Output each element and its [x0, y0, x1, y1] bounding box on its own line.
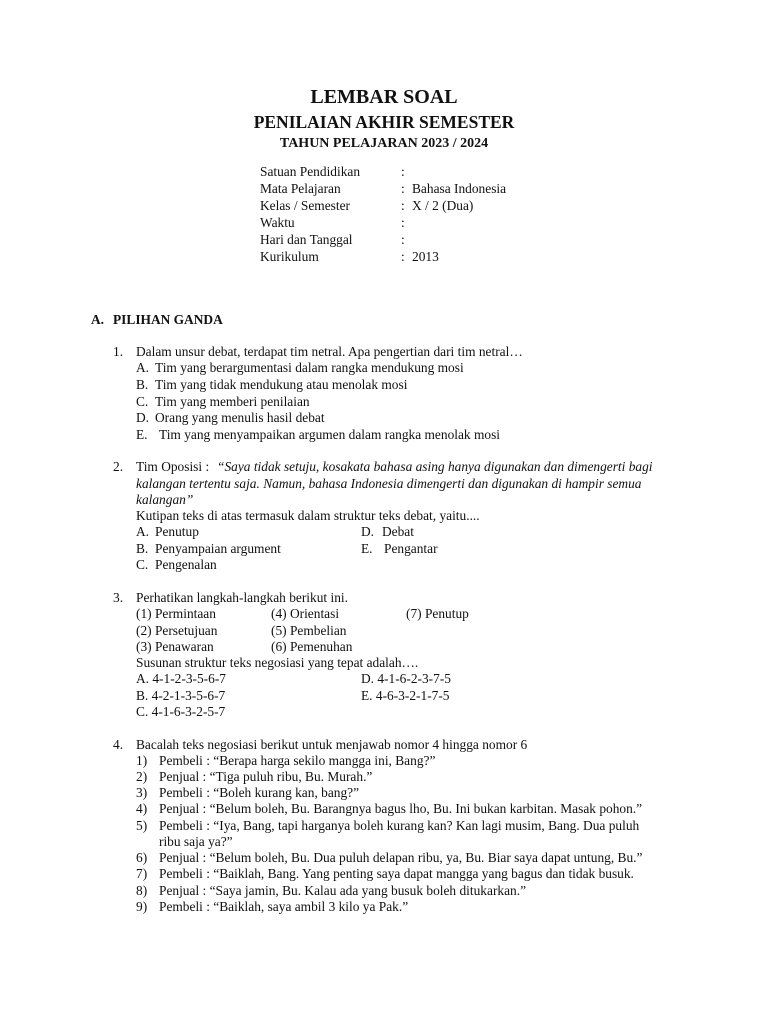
- school-year: TAHUN PELAJARAN 2023 / 2024: [279, 136, 489, 151]
- option-text: Tim yang tidak mendukung atau menolak mosi: [155, 377, 408, 392]
- info-label: Mata Pelajaran: [260, 181, 341, 196]
- question-text: Susunan struktur teks negosiasi yang tepat adalah….: [136, 655, 419, 670]
- dialog-number: 9): [136, 899, 148, 914]
- section-letter: A.: [91, 312, 105, 327]
- dialog-line: Pembeli : “Iya, Bang, tapi harganya boleh kurang kan? Kan lagi musim, Bang. Dua puluh: [159, 818, 640, 833]
- step-item: (2) Persetujuan: [136, 623, 218, 638]
- info-label: Waktu: [260, 215, 295, 230]
- question-number: 3.: [113, 590, 124, 605]
- dialog-line: Pembeli : “Baiklah, saya ambil 3 kilo ya Pak.”: [159, 899, 409, 914]
- option-text: Tim yang memberi penilaian: [155, 394, 310, 409]
- step-item: (6) Pemenuhan: [271, 639, 353, 654]
- info-label: Hari dan Tanggal: [260, 232, 353, 247]
- quote-line: “Saya tidak setuju, kosakata bahasa asing hanya digunakan dan dimengerti bagi: [217, 459, 653, 474]
- option-item: C. 4-1-6-3-2-5-7: [136, 704, 226, 719]
- info-label: Kelas / Semester: [260, 198, 350, 213]
- option-letter: E.: [136, 427, 148, 442]
- dialog-number: 7): [136, 866, 148, 881]
- option-text: Orang yang menulis hasil debat: [155, 410, 325, 425]
- info-label: Kurikulum: [260, 249, 319, 264]
- option-letter: B.: [136, 377, 149, 392]
- info-separator: :: [401, 198, 405, 213]
- dialog-line: ribu saja ya?”: [159, 834, 233, 849]
- question-number: 4.: [113, 737, 124, 752]
- option-letter: D.: [136, 410, 150, 425]
- info-label: Satuan Pendidikan: [260, 164, 361, 179]
- dialog-number: 1): [136, 753, 148, 768]
- dialog-line: Penjual : “Saya jamin, Bu. Kalau ada yang busuk boleh ditukarkan.”: [159, 883, 527, 898]
- question-text: Kutipan teks di atas termasuk dalam struktur teks debat, yaitu....: [136, 508, 480, 523]
- info-value: 2013: [412, 249, 439, 264]
- option-text: Tim yang menyampaikan argumen dalam rangka menolak mosi: [159, 427, 501, 442]
- info-separator: :: [401, 232, 405, 247]
- option-letter: E.: [361, 541, 373, 556]
- dialog-line: Pembeli : “Boleh kurang kan, bang?”: [159, 785, 360, 800]
- option-item: A. 4-1-2-3-5-6-7: [136, 671, 226, 686]
- question-number: 2.: [113, 459, 124, 474]
- option-text: Penutup: [155, 524, 199, 539]
- step-item: (7) Penutup: [406, 606, 469, 621]
- step-item: (1) Permintaan: [136, 606, 216, 621]
- option-letter: D.: [361, 524, 375, 539]
- speaker-label: Tim Oposisi :: [136, 459, 210, 474]
- dialog-number: 5): [136, 818, 148, 833]
- step-item: (4) Orientasi: [271, 606, 340, 621]
- dialog-line: Penjual : “Belum boleh, Bu. Dua puluh delapan ribu, ya, Bu. Biar saya dapat untung, Bu.”: [159, 850, 643, 865]
- question-text: Dalam unsur debat, terdapat tim netral. Apa pengertian dari tim netral…: [136, 344, 523, 359]
- option-text: Pengantar: [384, 541, 438, 556]
- option-letter: B.: [136, 541, 149, 556]
- quote-line: kalangan”: [136, 492, 194, 507]
- option-item: E. 4-6-3-2-1-7-5: [361, 688, 450, 703]
- info-value: X / 2 (Dua): [412, 198, 474, 213]
- info-separator: :: [401, 249, 405, 264]
- dialog-number: 6): [136, 850, 148, 865]
- info-separator: :: [401, 164, 405, 179]
- dialog-line: Pembeli : “Berapa harga sekilo mangga ini, Bang?”: [159, 753, 436, 768]
- option-text: Debat: [382, 524, 414, 539]
- dialog-line: Pembeli : “Baiklah, Bang. Yang penting saya dapat mangga yang bagus dan tidak busuk.: [159, 866, 634, 881]
- option-letter: C.: [136, 557, 149, 572]
- exam-title: PENILAIAN AKHIR SEMESTER: [253, 112, 515, 132]
- dialog-line: Penjual : “Belum boleh, Bu. Barangnya bagus lho, Bu. Ini bukan karbitan. Masak pohon.”: [159, 801, 643, 816]
- step-item: (5) Pembelian: [271, 623, 347, 638]
- dialog-number: 4): [136, 801, 148, 816]
- dialog-line: Penjual : “Tiga puluh ribu, Bu. Murah.”: [159, 769, 373, 784]
- step-item: (3) Penawaran: [136, 639, 214, 654]
- option-item: B. 4-2-1-3-5-6-7: [136, 688, 226, 703]
- dialog-number: 3): [136, 785, 148, 800]
- info-separator: :: [401, 181, 405, 196]
- question-text: Perhatikan langkah-langkah berikut ini.: [136, 590, 348, 605]
- dialog-number: 2): [136, 769, 148, 784]
- info-separator: :: [401, 215, 405, 230]
- question-text: Bacalah teks negosiasi berikut untuk menjawab nomor 4 hingga nomor 6: [136, 737, 528, 752]
- option-item: D. 4-1-6-2-3-7-5: [361, 671, 451, 686]
- option-text: Pengenalan: [155, 557, 217, 572]
- option-letter: A.: [136, 360, 150, 375]
- dialog-number: 8): [136, 883, 148, 898]
- option-letter: A.: [136, 524, 150, 539]
- info-value: Bahasa Indonesia: [412, 181, 507, 196]
- option-text: Tim yang berargumentasi dalam rangka mendukung mosi: [155, 360, 464, 375]
- option-text: Penyampaian argument: [155, 541, 281, 556]
- quote-line: kalangan tertentu saja. Namun, bahasa Indonesia dimengerti dan digunakan di hampir semua: [136, 476, 642, 491]
- question-number: 1.: [113, 344, 124, 359]
- option-letter: C.: [136, 394, 149, 409]
- section-title: PILIHAN GANDA: [113, 312, 223, 327]
- page-title: LEMBAR SOAL: [310, 86, 458, 108]
